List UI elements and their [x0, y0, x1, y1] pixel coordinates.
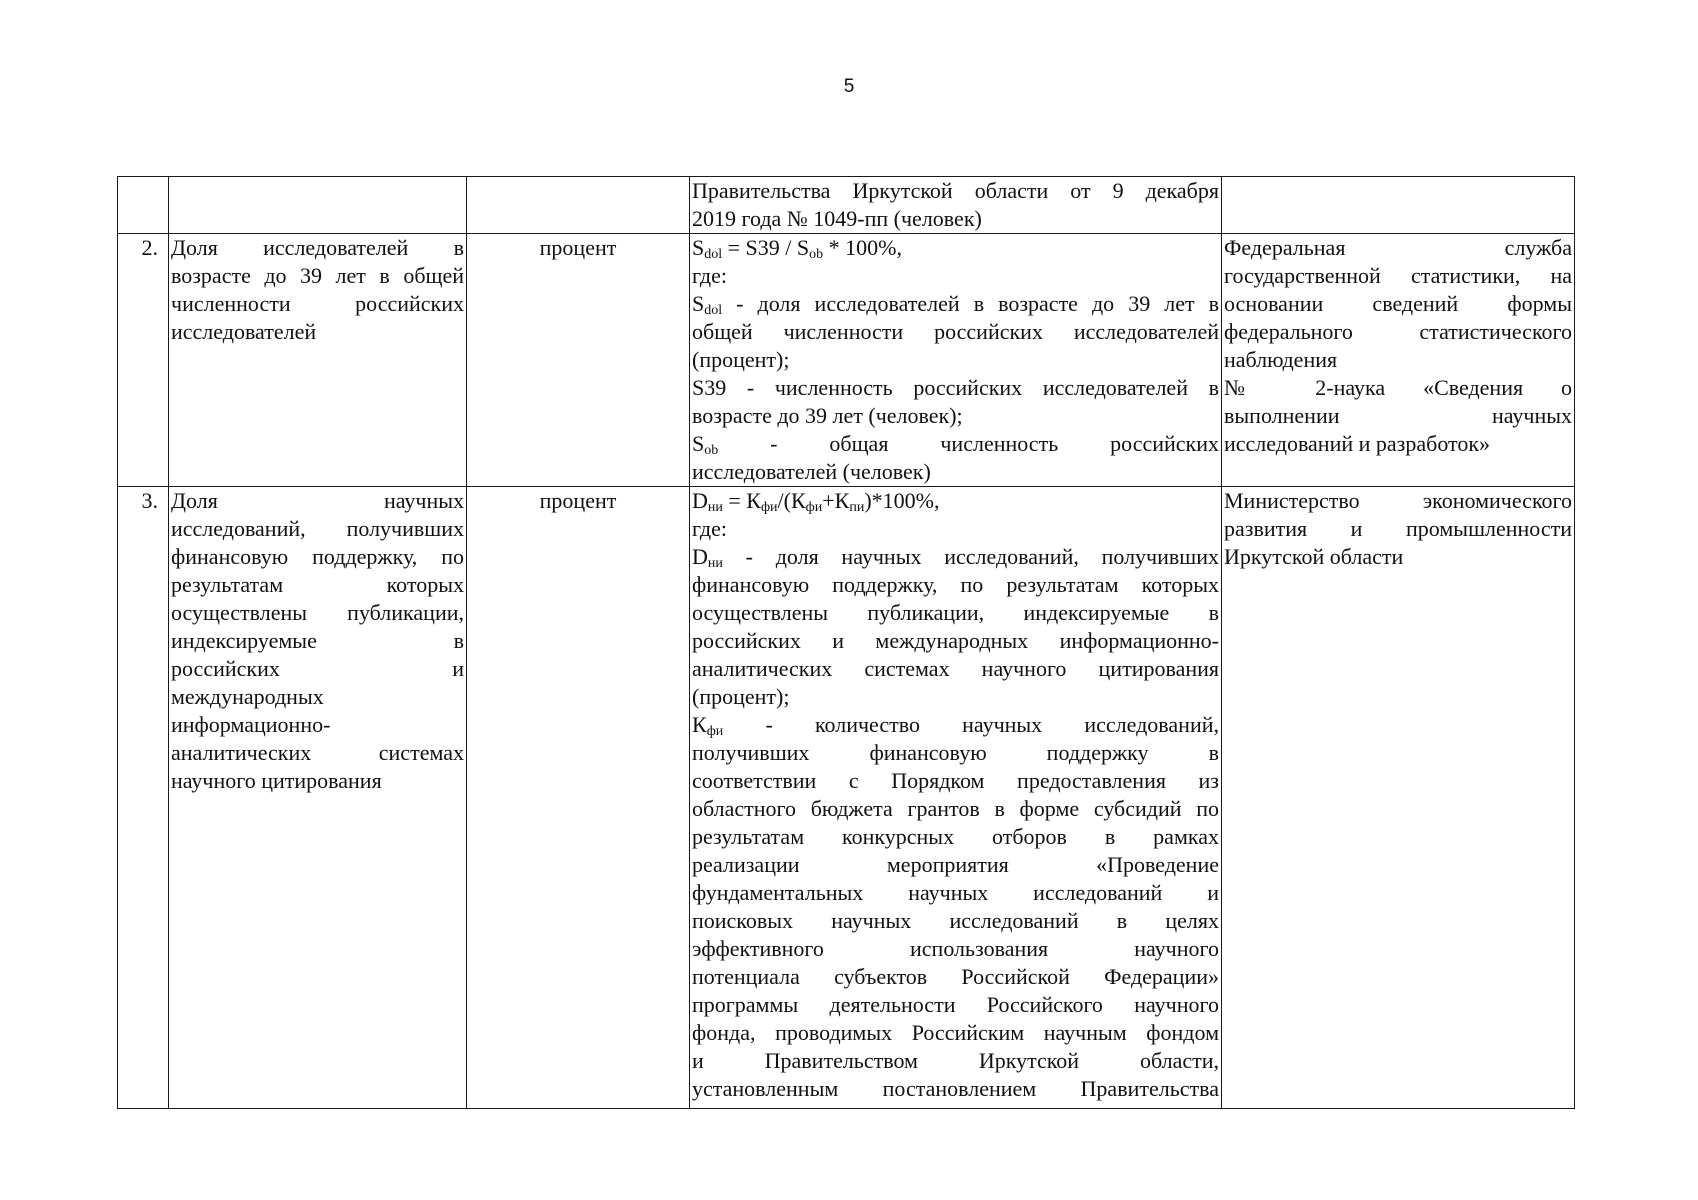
- text-line: исследований, получивших: [171, 516, 464, 541]
- text-line: Доля научных: [171, 488, 464, 513]
- text-line: Правительства Иркутской области от 9 декабря: [692, 178, 1219, 203]
- data-source-cell: [1222, 234, 1575, 487]
- unit-label: процент: [539, 235, 617, 260]
- page-number: 5: [843, 76, 855, 97]
- indicators-table: [117, 176, 1575, 1109]
- text-line: S39 - численность российских исследователей в: [692, 375, 1219, 400]
- text-line: государственной статистики, на: [1224, 263, 1572, 288]
- text-line: 2019 года № 1049-пп (человек): [692, 206, 982, 231]
- indicator-name-cell: [169, 487, 467, 1109]
- table-row-continuation: [118, 177, 1575, 234]
- text-line: научного цитирования: [171, 768, 382, 793]
- text-line: осуществлены публикации,: [171, 600, 464, 625]
- text-line: аналитических системах: [171, 740, 464, 765]
- text-line: развития и промышленности: [1224, 516, 1572, 541]
- table-row: [118, 234, 1575, 487]
- text-line: областного бюджета грантов в форме субсидий по: [692, 796, 1219, 821]
- text-line: информационно-: [171, 712, 331, 737]
- text-line: $D_{ни}$ - доля научных исследований, получивших: [692, 544, 1219, 571]
- unit-cell: [467, 487, 690, 1109]
- text-line: возрасте до 39 лет в общей: [171, 263, 464, 288]
- unit-cell: [467, 177, 690, 234]
- text-line: исследователей: [171, 319, 317, 344]
- text-line: аналитических системах научного цитирования: [692, 656, 1219, 681]
- unit-label: процент: [539, 488, 617, 513]
- data-source-cell: [1222, 487, 1575, 1109]
- text-line: $К_{фи}$ - количество научных исследований,: [692, 712, 1219, 739]
- indicator-name-cell: [169, 177, 467, 234]
- table-row: [118, 487, 1575, 1109]
- text-line: исследователей (человек): [692, 459, 931, 484]
- text-line: $S_{ob}$ - общая численность российских: [692, 431, 1219, 458]
- text-line: (процент);: [692, 684, 790, 709]
- row-number-cell: 3.: [118, 487, 169, 1109]
- text-line: основании сведений формы: [1224, 291, 1572, 316]
- text-line: осуществлены публикации, индексируемые в: [692, 600, 1219, 625]
- calculation-method-cell: [690, 177, 1222, 234]
- text-line: международных: [171, 684, 324, 709]
- text-line: финансовую поддержку, по результатам которых: [692, 572, 1219, 597]
- text-line: российских и международных информационно-: [692, 628, 1219, 653]
- calculation-method-cell: [690, 487, 1222, 1109]
- text-line: индексируемые в: [171, 628, 464, 653]
- text-line: фонда, проводимых Российским научным фондом: [692, 1020, 1219, 1045]
- text-line: Доля исследователей в: [171, 235, 464, 260]
- text-line: и Правительством Иркутской области,: [692, 1048, 1219, 1073]
- text-line: фундаментальных научных исследований и: [692, 880, 1219, 905]
- text-line: эффективного использования научного: [692, 936, 1219, 961]
- row-number-cell: 2.: [118, 234, 169, 487]
- text-line: получивших финансовую поддержку в: [692, 740, 1219, 765]
- text-line: наблюдения: [1224, 347, 1338, 372]
- text-line: федерального статистического: [1224, 319, 1572, 344]
- text-line: программы деятельности Российского научного: [692, 992, 1219, 1017]
- text-line: выполнении научных: [1224, 403, 1572, 428]
- text-line: потенциала субъектов Российской Федерации»: [692, 964, 1219, 989]
- formula: $S_{dol} = S39 / S_{ob} * 100\%$,: [692, 235, 902, 262]
- text-line: № 2-наука «Сведения о: [1224, 375, 1572, 400]
- text-line: российских и: [171, 656, 464, 681]
- text-line: возрасте до 39 лет (человек);: [692, 403, 963, 428]
- text-line: исследований и разработок»: [1224, 431, 1491, 456]
- calculation-method-cell: [690, 234, 1222, 487]
- unit-cell: [467, 234, 690, 487]
- text-line: (процент);: [692, 347, 790, 372]
- text-line: установленным постановлением Правительства: [692, 1076, 1219, 1101]
- text-line: численности российских: [171, 291, 464, 316]
- row-number-cell: [118, 177, 169, 234]
- text-line: Иркутской области: [1224, 544, 1404, 569]
- formula: $D_{ни} = К_{фи}/(К_{фи}+К_{пи})*100\%$,: [692, 488, 940, 515]
- text-line: соответствии с Порядком предоставления из: [692, 768, 1219, 793]
- indicator-name-cell: [169, 234, 467, 487]
- text-line: общей численности российских исследователей: [692, 319, 1219, 344]
- data-source-cell: [1222, 177, 1575, 234]
- text-line: где:: [692, 516, 727, 541]
- text-line: Министерство экономического: [1224, 488, 1572, 513]
- text-line: поисковых научных исследований в целях: [692, 908, 1219, 933]
- text-line: результатам конкурсных отборов в рамках: [692, 824, 1219, 849]
- text-line: Федеральная служба: [1224, 235, 1572, 260]
- text-line: $S_{dol}$ - доля исследователей в возрасте до 39 лет в: [692, 291, 1219, 318]
- text-line: реализации мероприятия «Проведение: [692, 852, 1219, 877]
- text-line: где:: [692, 263, 727, 288]
- text-line: результатам которых: [171, 572, 464, 597]
- text-line: финансовую поддержку, по: [171, 544, 464, 569]
